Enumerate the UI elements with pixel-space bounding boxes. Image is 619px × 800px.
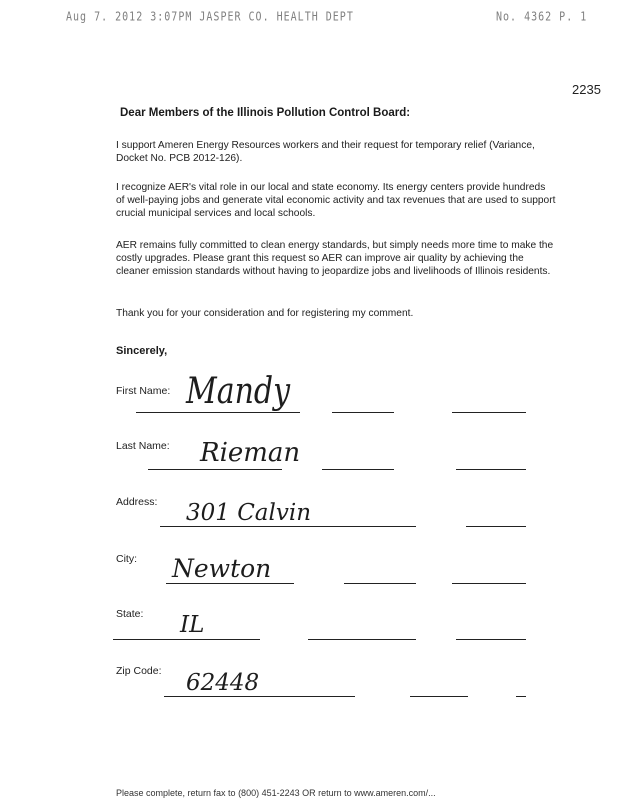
salutation: Dear Members of the Illinois Pollution Control Board: — [120, 107, 411, 119]
fax-header-right: No. 4362 P. 1 — [496, 10, 588, 24]
city-line — [166, 583, 294, 584]
address-handwritten: 301 Calvin — [186, 500, 312, 526]
address-line-2 — [466, 526, 526, 527]
zip-code-line-2 — [410, 696, 468, 697]
state-line-3 — [456, 639, 526, 640]
zip-code-label: Zip Code: — [116, 665, 162, 677]
last-name-line-3 — [456, 469, 526, 470]
city-line-2 — [344, 583, 416, 584]
zip-code-line — [164, 696, 355, 697]
last-name-line — [148, 469, 282, 470]
first-name-line-3 — [452, 412, 526, 413]
paragraph-commitment: AER remains fully committed to clean energy standards, but simply needs more time to make the costly upgrades. Please grant this request so AER can improve air quality by achieving the cleaner emission standards without having to jeopardize jobs and livelihoods of Illinois residents. — [116, 240, 554, 277]
city-line-3 — [452, 583, 526, 584]
fax-header-left: Aug 7. 2012 3:07PM JASPER CO. HEALTH DEPT — [66, 10, 354, 24]
closing: Sincerely, — [116, 345, 168, 357]
city-handwritten: Newton — [172, 554, 272, 583]
address-line — [160, 526, 416, 527]
address-label: Address: — [116, 496, 158, 508]
state-label: State: — [116, 608, 144, 620]
last-name-handwritten: Rieman — [200, 438, 301, 468]
first-name-label: First Name: — [116, 385, 171, 397]
state-line-2 — [308, 639, 416, 640]
first-name-handwritten: Mandy — [186, 370, 291, 413]
state-handwritten: IL — [180, 612, 205, 638]
paragraph-recognize: I recognize AER's vital role in our local and state economy. Its energy centers provide hundreds of well-paying jobs and generate vital economic activity and tax revenues that are used to support crucial municipal services and local schools. — [116, 182, 556, 219]
state-line — [113, 639, 260, 640]
city-label: City: — [116, 553, 137, 565]
zip-code-line-3 — [516, 696, 526, 697]
fax-header — [66, 10, 599, 28]
footer-instructions: Please complete, return fax to (800) 451-2243 OR return to www.ameren.com/... — [116, 788, 436, 798]
last-name-line-2 — [322, 469, 394, 470]
first-name-line-2 — [332, 412, 394, 413]
paragraph-thanks: Thank you for your consideration and for registering my comment. — [116, 308, 414, 319]
first-name-line — [136, 412, 300, 413]
paragraph-support: I support Ameren Energy Resources workers and their request for temporary relief (Variance, Docket No. PCB 2012-126). — [116, 140, 535, 164]
zip-code-handwritten: 62448 — [186, 670, 260, 696]
last-name-label: Last Name: — [116, 440, 170, 452]
page-number: 2235 — [572, 82, 601, 97]
